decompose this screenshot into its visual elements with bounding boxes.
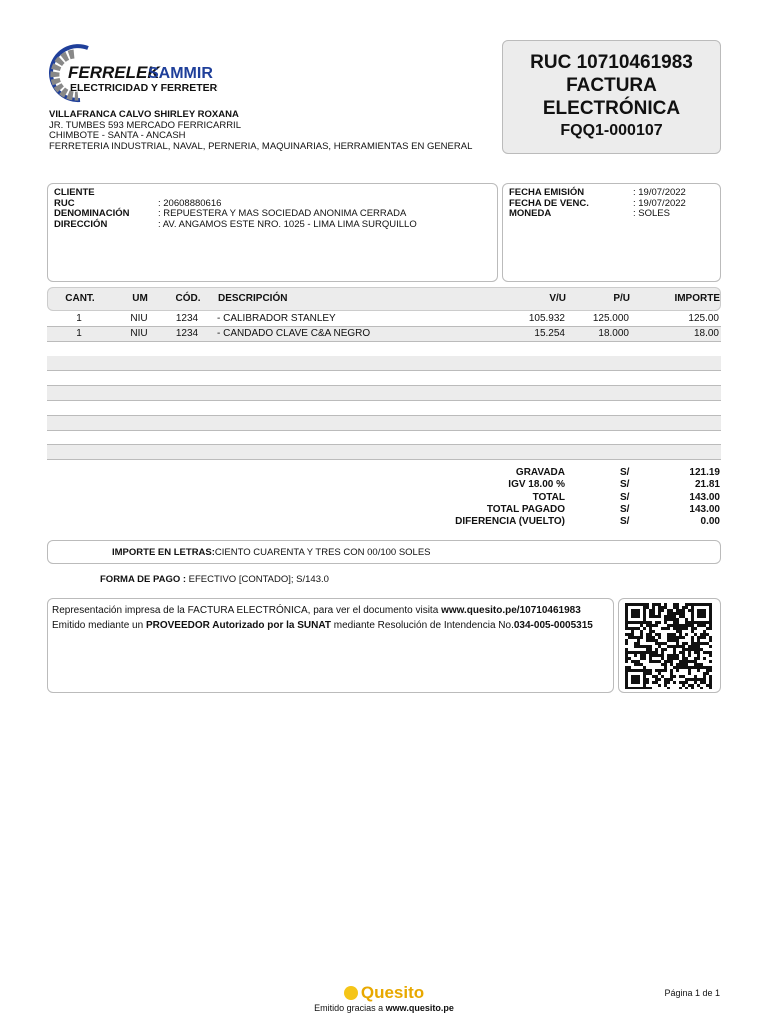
table-cell: 125.00 [688,313,719,324]
total-label: DIFERENCIA (VUELTO) [455,516,565,528]
total-label: GRAVADA [515,467,565,478]
table-cell: 105.932 [528,313,565,324]
qr-code [625,603,713,689]
field-value: : REPUESTERA Y MAS SOCIEDAD ANONIMA CERRADA [158,208,407,219]
table-cell: 15.254 [534,327,565,339]
total-row [380,492,720,504]
field-label: DIRECCIÓN [54,218,108,230]
currency: S/ [620,516,630,528]
empty-row [47,356,721,371]
qr-code-box [618,598,721,693]
table-cell: 1 [76,313,82,324]
empty-row [47,386,721,401]
currency: S/ [620,467,630,478]
amount-in-words [47,540,721,564]
page-number: Página 1 de 1 [664,988,720,998]
doc-type-2: ELECTRÓNICA [542,98,681,119]
total-value: 21.81 [694,479,720,491]
footer-text: Emitido gracias a [314,1003,386,1013]
total-row [380,467,720,479]
provider-text: PROVEEDOR Autorizado por la SUNAT [145,620,331,631]
client-field [54,209,491,220]
column-header: P/U [613,293,630,304]
dates-box [502,183,721,282]
total-value: 0.00 [700,516,720,528]
date-field [509,188,714,199]
field-value: : 20608880616 [158,197,222,209]
totals [380,467,720,528]
table-header [47,287,721,311]
column-header: V/U [549,293,566,304]
field-label: FECHA DE VENC. [509,197,589,209]
resolution-number: 034-005-0005315 [513,620,593,631]
currency: S/ [620,479,630,491]
document-link[interactable]: www.quesito.pe/10710461983 [441,605,581,616]
table-cell: - CANDADO CLAVE C&A NEGRO [217,327,371,339]
field-value: : AV. ANGAMOS ESTE NRO. 1025 - LIMA LIMA SURQUILLO [158,218,417,230]
payment-method [100,574,329,585]
payment-value: EFECTIVO [CONTADO]; S/143.0 [186,574,329,585]
table-cell: 1234 [175,327,199,339]
total-value: 143.00 [689,503,720,515]
field-value: : SOLES [633,208,670,219]
column-header: CANT. [65,293,95,304]
field-label: DENOMINACIÓN [54,208,130,219]
note-text: Representación impresa de la FACTURA ELECTRÓNICA, para ver el documento visita [52,605,442,616]
svg-text:SAMMIR: SAMMIR [148,65,213,82]
table-cell: NIU [130,313,148,324]
company-logo [48,44,218,104]
total-label: TOTAL PAGADO [486,503,565,515]
column-header: CÓD. [175,293,201,304]
client-title: CLIENTE [54,187,95,198]
issuer-city: CHIMBOTE - SANTA - ANCASH [49,130,186,141]
note-text: Emitido mediante un [52,620,146,631]
total-row [380,504,720,516]
table-row [47,327,721,342]
doc-type: FACTURA [566,75,657,96]
document-id-box [502,40,721,154]
ruc: RUC 10710461983 [530,52,693,73]
empty-row [47,416,721,431]
field-label: MONEDA [509,208,552,219]
note-text: mediante Resolución de Intendencia No. [330,620,514,631]
client-box [47,183,498,282]
payment-label: FORMA DE PAGO : [100,574,187,585]
empty-row [47,342,721,357]
field-label: FECHA EMISIÓN [509,187,585,198]
quesito-logo: Quesito [0,983,768,1003]
footer-link[interactable]: www.quesito.pe [385,1003,454,1013]
table-cell: 18.000 [598,327,629,339]
issuer-business: FERRETERIA INDUSTRIAL, NAVAL, PERNERIA, MAQUINARIAS, HERRAMIENTAS EN GENERAL [49,140,473,152]
client-field [54,220,491,231]
empty-row [47,430,721,445]
svg-text:ELECTRICIDAD Y FERRETERIA: ELECTRICIDAD Y FERRETERIA [70,82,218,94]
table-cell: NIU [130,327,148,339]
table-cell: 1 [76,327,82,339]
empty-row [47,445,721,460]
total-row [380,516,720,528]
field-value: : 19/07/2022 [633,187,686,198]
field-label: RUC [54,197,75,209]
svg-text:FERRELEK: FERRELEK [68,63,160,82]
total-value: 143.00 [689,491,720,503]
empty-row [47,401,721,416]
representation-note [47,598,614,693]
total-label: TOTAL [532,491,565,503]
table-row [47,312,721,327]
currency: S/ [620,491,630,503]
amount-words-value: CIENTO CUARENTA Y TRES CON 00/100 SOLES [214,547,431,558]
issuer-address: JR. TUMBES 593 MERCADO FERRICARRIL [49,119,241,131]
currency: S/ [620,503,630,515]
doc-number: FQQ1-000107 [560,122,663,139]
total-value: 121.19 [689,467,720,478]
column-header: IMPORTE [674,293,720,304]
table-cell: - CALIBRADOR STANLEY [217,313,336,324]
empty-row [47,371,721,386]
date-field [509,209,714,220]
issuer-name: VILLAFRANCA CALVO SHIRLEY ROXANA [49,109,239,120]
total-row [380,479,720,491]
amount-words-label: IMPORTE EN LETRAS: [112,547,215,558]
table-cell: 18.00 [693,327,719,339]
column-header: DESCRIPCIÓN [218,293,288,304]
total-label: IGV 18.00 % [508,479,565,491]
issuer-info [49,110,472,152]
footer [0,983,768,1013]
table-cell: 1234 [175,313,199,324]
table-cell: 125.000 [592,313,629,324]
column-header: UM [132,293,148,304]
field-value: : 19/07/2022 [633,197,686,209]
